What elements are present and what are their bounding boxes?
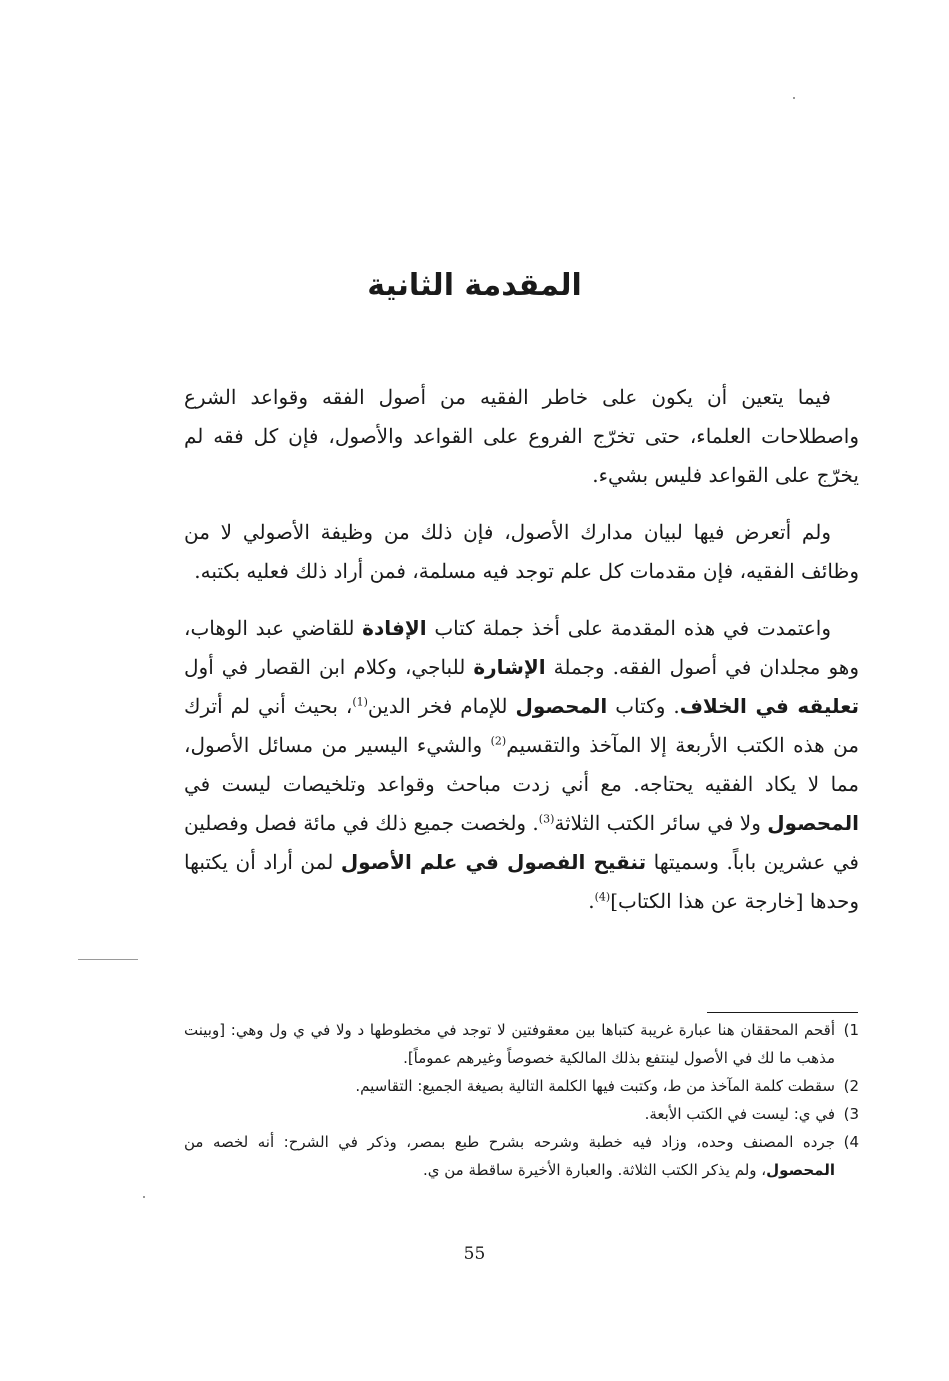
footnote-number: 4)	[843, 1133, 859, 1151]
footnote-separator	[707, 1012, 858, 1013]
footnote-text	[184, 1016, 835, 1072]
scan-speck	[143, 1196, 145, 1198]
text-run: .	[588, 889, 595, 913]
text-run: واعتمدت في هذه المقدمة على أخذ جملة كتاب	[426, 616, 831, 640]
footnote-number: 3)	[843, 1105, 859, 1123]
footnote-ref: (3)	[538, 812, 555, 826]
text-run: ، بحيث أني لم أترك من هذه الكتب الأربعة إلا المآخذ والتقسيم	[184, 694, 860, 757]
text-run: سقطت كلمة المآخذ من ط، وكتبت فيها الكلمة التالية بصيغة الجميع: التقاسيم.	[355, 1077, 835, 1095]
scan-speck	[793, 97, 795, 99]
text-run: ولا في سائر الكتب الثلاثة	[554, 811, 768, 835]
text-run: للقاضي عبد الوهاب، وهو مجلدان في أصول الفقه. وجملة	[184, 616, 859, 679]
text-run: في ي: ليست في الكتب الأبعة.	[644, 1105, 835, 1123]
text-run: للإمام فخر الدين	[367, 694, 516, 718]
footnote-number: 1)	[843, 1021, 859, 1039]
text-run: ولم أتعرض فيها لبيان مدارك الأصول، فإن ذلك من وظيفة الأصولي لا من وظائف الفقيه، فإن مقدمات كل علم توجد فيه مسلمة، فمن أراد ذلك فعليه بكتبه.	[184, 520, 859, 583]
text-run: ، ولم يذكر الكتب الثلاثة. والعبارة الأخيرة ساقطة من ي.	[422, 1161, 767, 1179]
text-run: والشيء اليسير من مسائل الأصول، مما لا يكاد الفقيه يحتاجه. مع أني زدت مباحث وقواعد وتلخيصات ليست في	[184, 733, 859, 796]
text-run: لمن أراد أن يكتبها وحدها [خارجة عن هذا الكتاب]	[184, 850, 859, 913]
text-run: . وكتاب	[607, 694, 680, 718]
book-title-bold: المحصول	[767, 811, 859, 835]
footnote-number: 2)	[843, 1077, 859, 1095]
footnote-text	[355, 1072, 835, 1100]
main-text	[184, 378, 859, 939]
paragraph	[184, 513, 859, 591]
footnote-text	[645, 1100, 835, 1128]
chapter-title: المقدمة الثانية	[367, 268, 582, 303]
footnote-ref: (1)	[352, 695, 368, 709]
footnotes	[184, 1016, 859, 1184]
text-run: أقحم المحققان هنا عبارة غريبة كتباها بين معقوفتين لا توجد في مخطوطها د ولا في ي ول وهي: [وبينت مذهب ما لك في الأصول لينتفع بذلك المالكية خصوصاً وغيرهم عموماً].	[184, 1021, 835, 1067]
paragraph	[184, 609, 859, 921]
text-run: . ولخصت جميع ذلك في مائة فصل وفصلين في عشرين باباً. وسميتها	[184, 811, 859, 874]
footnote-text	[184, 1128, 835, 1184]
scan-line-mark	[78, 959, 138, 960]
book-title-bold: المحصول	[515, 694, 608, 718]
text-run: فيما يتعين أن يكون على خاطر الفقيه من أصول الفقه وقواعد الشرع واصطلاحات العلماء، حتى تخرّج الفروع على القواعد والأصول، فإن كل فقه لم يخرّج على القواعد فليس بشيء.	[184, 385, 859, 487]
footnote-item	[184, 1072, 859, 1100]
footnote-ref: (2)	[490, 734, 507, 748]
paragraph	[184, 378, 859, 495]
footnote-item	[184, 1100, 859, 1128]
book-title-bold: تنقيح الفصول في علم الأصول	[340, 850, 647, 874]
page-number: 55	[463, 1244, 486, 1264]
book-title-bold: الإشارة	[473, 655, 546, 679]
text-run: للباجي، وكلام ابن القصار في أول	[184, 655, 474, 679]
footnote-ref: (4)	[594, 890, 611, 904]
footnote-item	[184, 1128, 859, 1184]
book-title-bold: تعليقه في الخلاف	[679, 694, 860, 718]
text-run: جرده المصنف وحده، وزاد فيه خطبة وشرحه بشرح طبع بمصر، وذكر في الشرح: أنه لخصه من	[184, 1133, 835, 1151]
book-title-bold: الإفادة	[362, 616, 427, 640]
footnote-item	[184, 1016, 859, 1072]
book-title-bold: المحصول	[766, 1161, 835, 1179]
